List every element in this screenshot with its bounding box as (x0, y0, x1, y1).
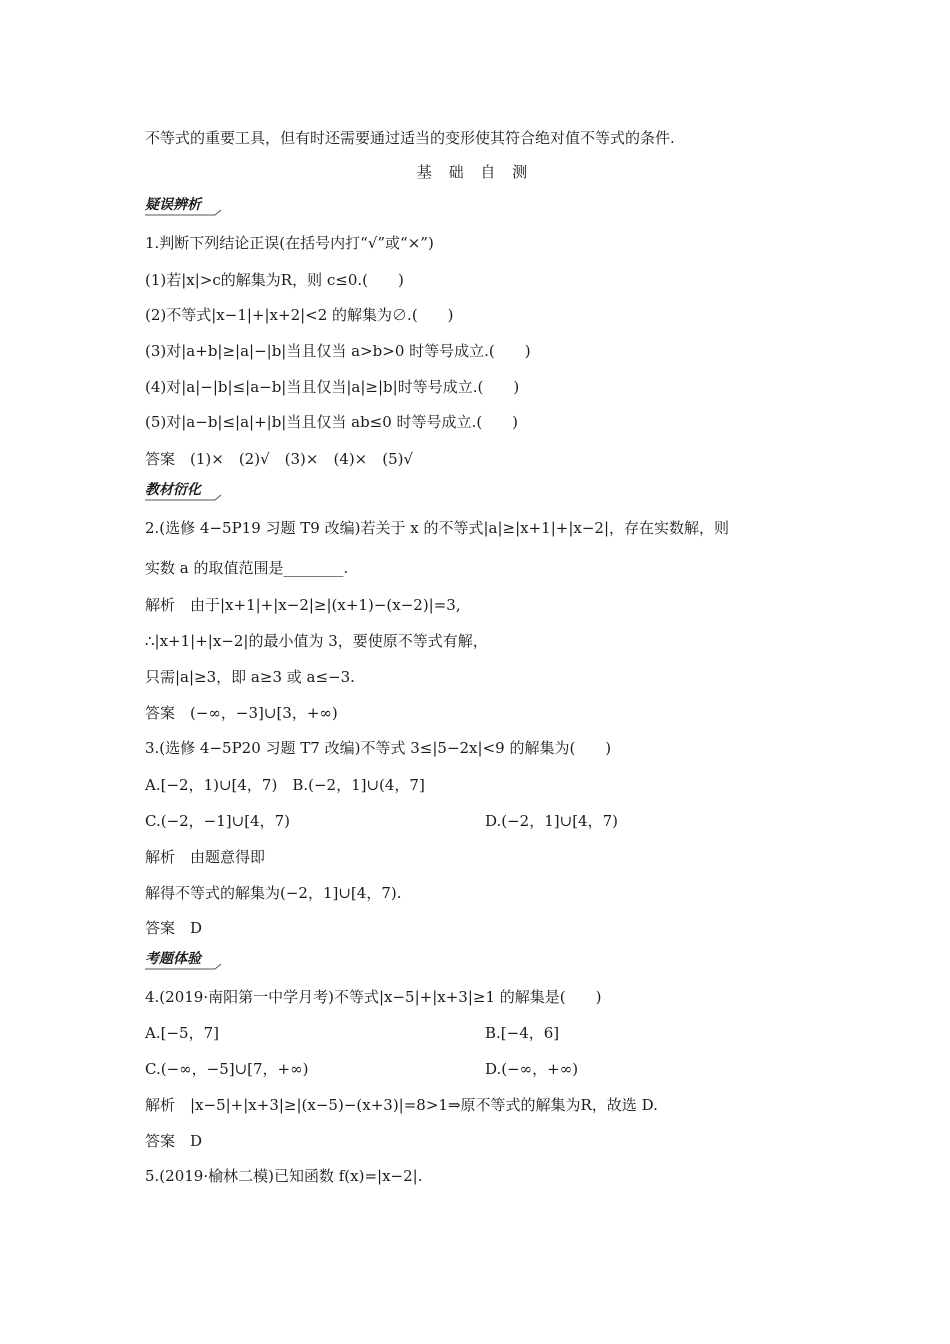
q3-options-ab: A.[−2，1)∪[4，7) B.(−2，1]∪(4，7] (145, 776, 425, 794)
q4-option-b: B.[−4，6] (485, 1024, 560, 1042)
tag-underline-decoration (145, 209, 223, 217)
q2-analysis1: 解析 由于|x+1|+|x−2|≥|(x+1)−(x−2)|=3, (145, 596, 461, 614)
q2-analysis3: 只需|a|≥3，即 a≥3 或 a≤−3. (145, 668, 355, 686)
q1-item1: (1)若|x|>c的解集为R，则 c≤0.( ) (145, 271, 404, 289)
q2-analysis2: ∴|x+1|+|x−2|的最小值为 3，要使原不等式有解， (145, 632, 488, 650)
q1-answer: 答案 (1)× (2)√ (3)× (4)× (5)√ (145, 450, 414, 468)
q1-item5: (5)对|a−b|≤|a|+|b|当且仅当 ab≤0 时等号成立.( ) (145, 413, 519, 431)
q4-stem: 4.(2019·南阳第一中学月考)不等式|x−5|+|x+3|≥1 的解集是( ) (145, 988, 602, 1006)
tag-underline-decoration (145, 494, 223, 502)
q4-option-c: C.(−∞，−5]∪[7，+∞) (145, 1060, 309, 1078)
q3-analysis1: 解析 由题意得即 (145, 848, 266, 866)
q4-answer: 答案 D (145, 1132, 203, 1150)
q3-stem: 3.(选修 4−5P20 习题 T7 改编)不等式 3≤|5−2x|<9 的解集为( ) (145, 739, 612, 757)
tag-textbook-derivation: 教材衍化 (145, 482, 201, 498)
q1-item2: (2)不等式|x−1|+|x+2|<2 的解集为∅.( ) (145, 306, 454, 324)
q3-option-c: C.(−2，−1]∪[4，7) (145, 812, 290, 830)
intro-line: 不等式的重要工具，但有时还需要通过适当的变形使其符合绝对值不等式的条件. (145, 129, 675, 147)
q4-analysis: 解析 |x−5|+|x+3|≥|(x−5)−(x+3)|=8>1⇒原不等式的解集为R，故选 D. (145, 1096, 658, 1114)
q4-option-d: D.(−∞，+∞) (485, 1060, 579, 1078)
q3-analysis2: 解得不等式的解集为(−2，1]∪[4，7). (145, 884, 402, 902)
q1-item4: (4)对|a|−|b|≤|a−b|当且仅当|a|≥|b|时等号成立.( ) (145, 378, 520, 396)
q2-stem-line2: 实数 a 的取值范围是________. (145, 559, 349, 577)
section-title: 基 础 自 测 (416, 163, 534, 181)
tag-error-analysis: 疑误辨析 (145, 197, 201, 213)
q2-stem-line1: 2.(选修 4−5P19 习题 T9 改编)若关于 x 的不等式|a|≥|x+1|+|x−2|，存在实数解，则 (145, 519, 730, 537)
q3-option-d: D.(−2，1]∪[4，7) (485, 812, 618, 830)
tag-exam-experience: 考题体验 (145, 951, 201, 967)
q2-answer: 答案 (−∞，−3]∪[3，+∞) (145, 704, 338, 722)
tag-underline-decoration (145, 963, 223, 971)
q1-item3: (3)对|a+b|≥|a|−|b|当且仅当 a>b>0 时等号成立.( ) (145, 342, 531, 360)
q1-stem: 1.判断下列结论正误(在括号内打“√”或“×”) (145, 234, 434, 252)
q4-option-a: A.[−5，7] (145, 1024, 219, 1042)
q3-answer: 答案 D (145, 919, 203, 937)
q5-stem: 5.(2019·榆林二模)已知函数 f(x)=|x−2|. (145, 1167, 423, 1185)
